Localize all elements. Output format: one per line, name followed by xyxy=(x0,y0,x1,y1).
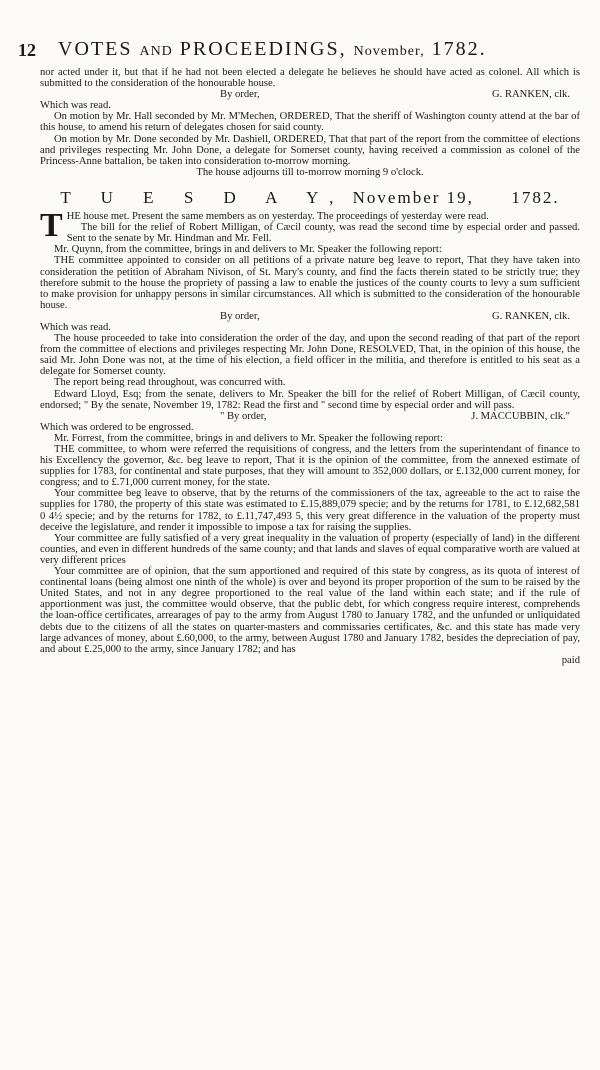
paragraph-read-2: Which was read. xyxy=(40,321,111,333)
paragraph-adjourn: The house adjourns till to-morrow morning 9 o'clock. xyxy=(196,166,424,178)
signature-by-order: By order, xyxy=(220,89,260,101)
paragraph-petitions-report: THE committee appointed to consider on all petitions of a private nature beg leave to report, That they have taken into consideration the petition of Abraham Nivison, of St. Mary's county, and find the facts therein stated to be strictly true; they therefore submit to the house the propriety of passing a law to enable the justices of the county courts to levy a sum sufficient to make provision for unhappy persons in similar circumstances. All which is submitted to the consideration of the honourable house. xyxy=(40,255,580,311)
paragraph-forrest: Mr. Forrest, from the committee, brings in and delivers to Mr. Speaker the following report: xyxy=(54,432,443,444)
signature-clerk-2: G. RANKEN, clk. xyxy=(492,310,570,322)
signature-line-2 xyxy=(40,311,580,322)
house-met-text: HE house met. Present the same members as on yesterday. The proceedings of yesterday were read. xyxy=(66,211,489,223)
running-title xyxy=(58,38,487,61)
title-proceedings: PROCEEDINGS, xyxy=(179,38,347,60)
drop-cap: T xyxy=(40,207,63,245)
page-number: 12 xyxy=(18,40,36,60)
document-body xyxy=(40,67,580,666)
paragraph-order-of-day: The house proceeded to take into consideration the order of the day, and upon the second reading of that part of the report from the committee of elections and privileges respecting Mr. John Done, RESOLVED, That, in the opinion of this house, the said Mr. John Done was not, at the time of his election, a field officer in the militia, and therefore is entitled to his seat as a delegate for Somerset county. xyxy=(40,333,580,378)
paragraph-motion-done: On motion by Mr. Done seconded by Mr. Dashiell, ORDERED, That that part of the report from the committee of elections and privileges respecting Mr. John Done, a delegate for Somerset county, having received a commission as colonel of the Princess-Anne battalion, be taken into consideration to-morrow morning. xyxy=(40,133,580,167)
signature-by-order-2: By order, xyxy=(220,310,260,322)
paragraph-read: Which was read. xyxy=(40,100,111,112)
day-year: 1782. xyxy=(511,187,560,207)
signature-line xyxy=(40,89,580,100)
catchword: paid xyxy=(561,654,580,666)
paragraph-returns: Your committee beg leave to observe, that by the returns of the commissioners of the tax, agreeable to the act to raise the supplies for 1780, the property of this state was estimated to £.15,889,079 specie; and by the returns for 1781, to £.12,682,581 0 4½ specie; and by the returns for 1782, to £.11,747,493 5, this very great difference in the valuation of the property must deceive the legislature, and render it impossible to impose a tax for raising the supplies. xyxy=(40,488,580,533)
signature-clerk: G. RANKEN, clk. xyxy=(492,89,570,101)
signature-clerk-3: J. MACCUBBIN, clk." xyxy=(471,410,570,422)
day-weekday: T U E S D A Y, xyxy=(60,187,347,207)
paragraph-requisitions: THE committee, to whom were referred the requisitions of congress, and the letters from the superintendant of finance to his Excellency the governor, &c. beg leave to report, That it is the opinion of the committee, from the annexed estimate of supplies for 1783, for continental and state purposes, that they will amount to 352,000 dollars, or £.132,000 current money, for congress; and to £.71,000 current money, for the state. xyxy=(40,444,580,489)
paragraph-bill-milligan: The bill for the relief of Robert Milligan, of Cæcil county, was read the second time by especial order and passed. Sent to the senate by Mr. Hindman and Mr. Fell. xyxy=(66,222,580,245)
title-year: 1782. xyxy=(431,38,487,60)
running-header xyxy=(18,38,583,64)
title-votes: VOTES xyxy=(58,38,133,60)
title-month: November, xyxy=(353,44,425,59)
paragraph-lloyd: Edward Lloyd, Esq; from the senate, delivers to Mr. Speaker the bill for the relief of Robert Milligan, of Cæcil county, endorsed; " By the senate, November 19, 1782: Read the first and " second time by especial order and will pass. xyxy=(40,388,580,411)
paragraph-satisfied: Your committee are fully satisfied of a very great inequality in the valuation of property (especially of land) in the different counties, and even in different hundreds of the same county; and that lands and slaves of equal comparative worth are valued at very different prices xyxy=(40,532,580,566)
paragraph-opinion: Your committee are of opinion, that the sum apportioned and required of this state by congress, as its quota of interest of continental loans (being almost one ninth of the whole) is over and beyond its proper proportion of the sum to be raised by the United States, and not in any degree proportioned to the real value of the land within each state; and if the rule of apportionment was just, the committee would observe, that the public debt, for which congress require interest, comprehends the loan-office certificates, arrearages of pay to the army from August 1780 to January 1782, and the unfunded or unliquidated debts due to the citizens of all the states on quarter-masters and commissaries certificates, &c. and this state has made very large advances of money, about £.60,000, to the army, between August 1780 and January 1782, besides the depreciation of pay, and about £.25,000 to the army, since January 1782; and has xyxy=(40,566,580,655)
paragraph-quynn: Mr. Quynn, from the committee, brings in and delivers to Mr. Speaker the following report: xyxy=(54,244,442,256)
paragraph-continuation: nor acted under it, but that if he had not been elected a delegate he believes he should have acted as colonel. All which is submitted to the consideration of the honourable house. xyxy=(40,67,580,90)
title-and: AND xyxy=(139,44,173,59)
paragraph-motion-hall: On motion by Mr. Hall seconded by Mr. M'Mechen, ORDERED, That the sheriff of Washington county attend at the bar of this house, to amend his return of delegates chosen for said county. xyxy=(40,111,580,134)
day-heading xyxy=(40,187,580,207)
paragraph-concurred: The report being read throughout, was concurred with. xyxy=(54,377,286,389)
signature-by-order-3: " By order, xyxy=(220,410,267,422)
day-date: November 19, xyxy=(352,187,474,207)
paragraph-engrossed: Which was ordered to be engrossed. xyxy=(40,421,194,433)
signature-line-3 xyxy=(40,411,580,422)
